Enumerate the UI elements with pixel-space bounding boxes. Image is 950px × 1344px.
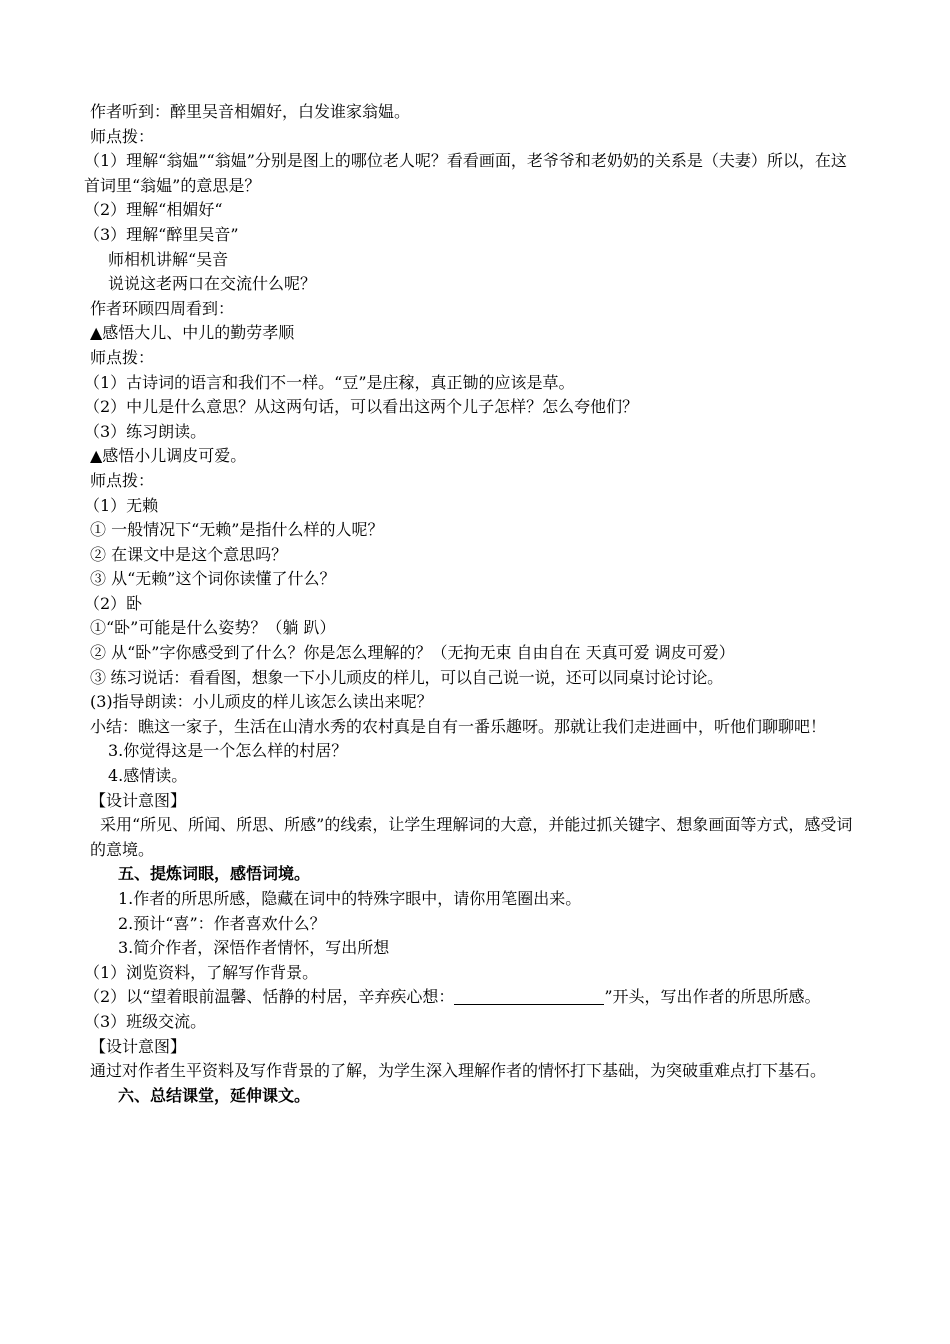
paragraph: ② 在课文中是这个意思吗？ xyxy=(90,544,288,564)
paragraph: ③ 从“无赖”这个词你读懂了什么？ xyxy=(90,569,336,589)
design-intent-label: 【设计意图】 xyxy=(90,790,187,810)
document-page xyxy=(84,100,862,1108)
paragraph: 4.感情读。 xyxy=(108,766,188,786)
paragraph: 师点拨： xyxy=(90,347,155,367)
paragraph: ①“卧”可能是什么姿势？（躺 趴） xyxy=(90,618,336,638)
paragraph: 师点拨： xyxy=(90,126,155,146)
paragraph: ② 从“卧”字你感受到了什么？你是怎么理解的？（无拘无束 自由自在 天真可爱 调皮可爱） xyxy=(90,643,735,663)
paragraph: 2.预计“喜”：作者喜欢什么？ xyxy=(118,913,326,933)
section-heading: ▲感悟小儿调皮可爱。 xyxy=(90,446,247,466)
paragraph: （2）中儿是什么意思？从这两句话，可以看出这两个儿子怎样？怎么夸他们？ xyxy=(84,397,639,417)
section-heading: ▲感悟大儿、中儿的勤劳孝顺 xyxy=(90,323,295,343)
paragraph: （2）理解“相媚好“ xyxy=(84,200,223,220)
paragraph: 通过对作者生平资料及写作背景的了解，为学生深入理解作者的情怀打下基础，为突破重难点打下基石。 xyxy=(90,1061,827,1081)
paragraph: （1）理解“翁媪”“翁媪”分别是图上的哪位老人呢？看看画面，老爷爷和老奶奶的关系是（夫妻）所以，在这首词里“翁媪”的意思是？ xyxy=(84,151,847,195)
paragraph: （2）卧 xyxy=(84,593,143,613)
paragraph: 师点拨： xyxy=(90,470,155,490)
paragraph: 作者听到：醉里吴音相媚好，白发谁家翁媪。 xyxy=(90,102,411,121)
paragraph: （3）理解“醉里吴音” xyxy=(84,224,239,244)
fill-in-blank xyxy=(454,988,604,1005)
paragraph: （3）练习朗读。 xyxy=(84,421,207,441)
paragraph xyxy=(84,985,862,1010)
paragraph: 师相机讲解“吴音 xyxy=(108,249,229,269)
section-heading: 六、总结课堂，延伸课文。 xyxy=(118,1085,311,1105)
paragraph: （1）古诗词的语言和我们不一样。“豆”是庄稼，真正锄的应该是草。 xyxy=(84,372,575,392)
paragraph: 3.简介作者，深悟作者情怀，写出所想 xyxy=(118,938,390,958)
paragraph-part: ”开头，写出作者的所思所感。 xyxy=(604,987,821,1007)
paragraph: (3)指导朗读：小儿顽皮的样儿该怎么读出来呢？ xyxy=(90,692,433,712)
paragraph: 采用“所见、所闻、所思、所感”的线索，让学生理解词的大意，并能过抓关键字、想象画面等方式，感受词的意境。 xyxy=(90,815,853,859)
design-intent-label: 【设计意图】 xyxy=(90,1036,187,1056)
section-heading: 五、提炼词眼，感悟词境。 xyxy=(118,864,311,884)
paragraph: 3.你觉得这是一个怎么样的村居？ xyxy=(108,741,348,761)
paragraph: 1.作者的所思所感，隐藏在词中的特殊字眼中，请你用笔圈出来。 xyxy=(118,889,582,908)
paragraph: ① 一般情况下“无赖”是指什么样的人呢？ xyxy=(90,520,384,540)
paragraph-part: （2）以“望着眼前温馨、恬静的村居，辛弃疾心想： xyxy=(84,987,455,1007)
paragraph: （3）班级交流。 xyxy=(84,1011,207,1031)
paragraph: （1）浏览资料，了解写作背景。 xyxy=(84,962,319,982)
paragraph: 说说这老两口在交流什么呢？ xyxy=(108,274,317,294)
paragraph: 作者环顾四周看到： xyxy=(90,298,235,318)
paragraph: 小结：瞧这一家子，生活在山清水秀的农村真是自有一番乐趣呀。那就让我们走进画中，听他们聊聊吧！ xyxy=(90,716,827,736)
paragraph: （1）无赖 xyxy=(84,495,159,515)
paragraph: ③ 练习说话：看看图，想象一下小儿顽皮的样儿，可以自己说一说，还可以同桌讨论讨论。 xyxy=(90,667,723,687)
